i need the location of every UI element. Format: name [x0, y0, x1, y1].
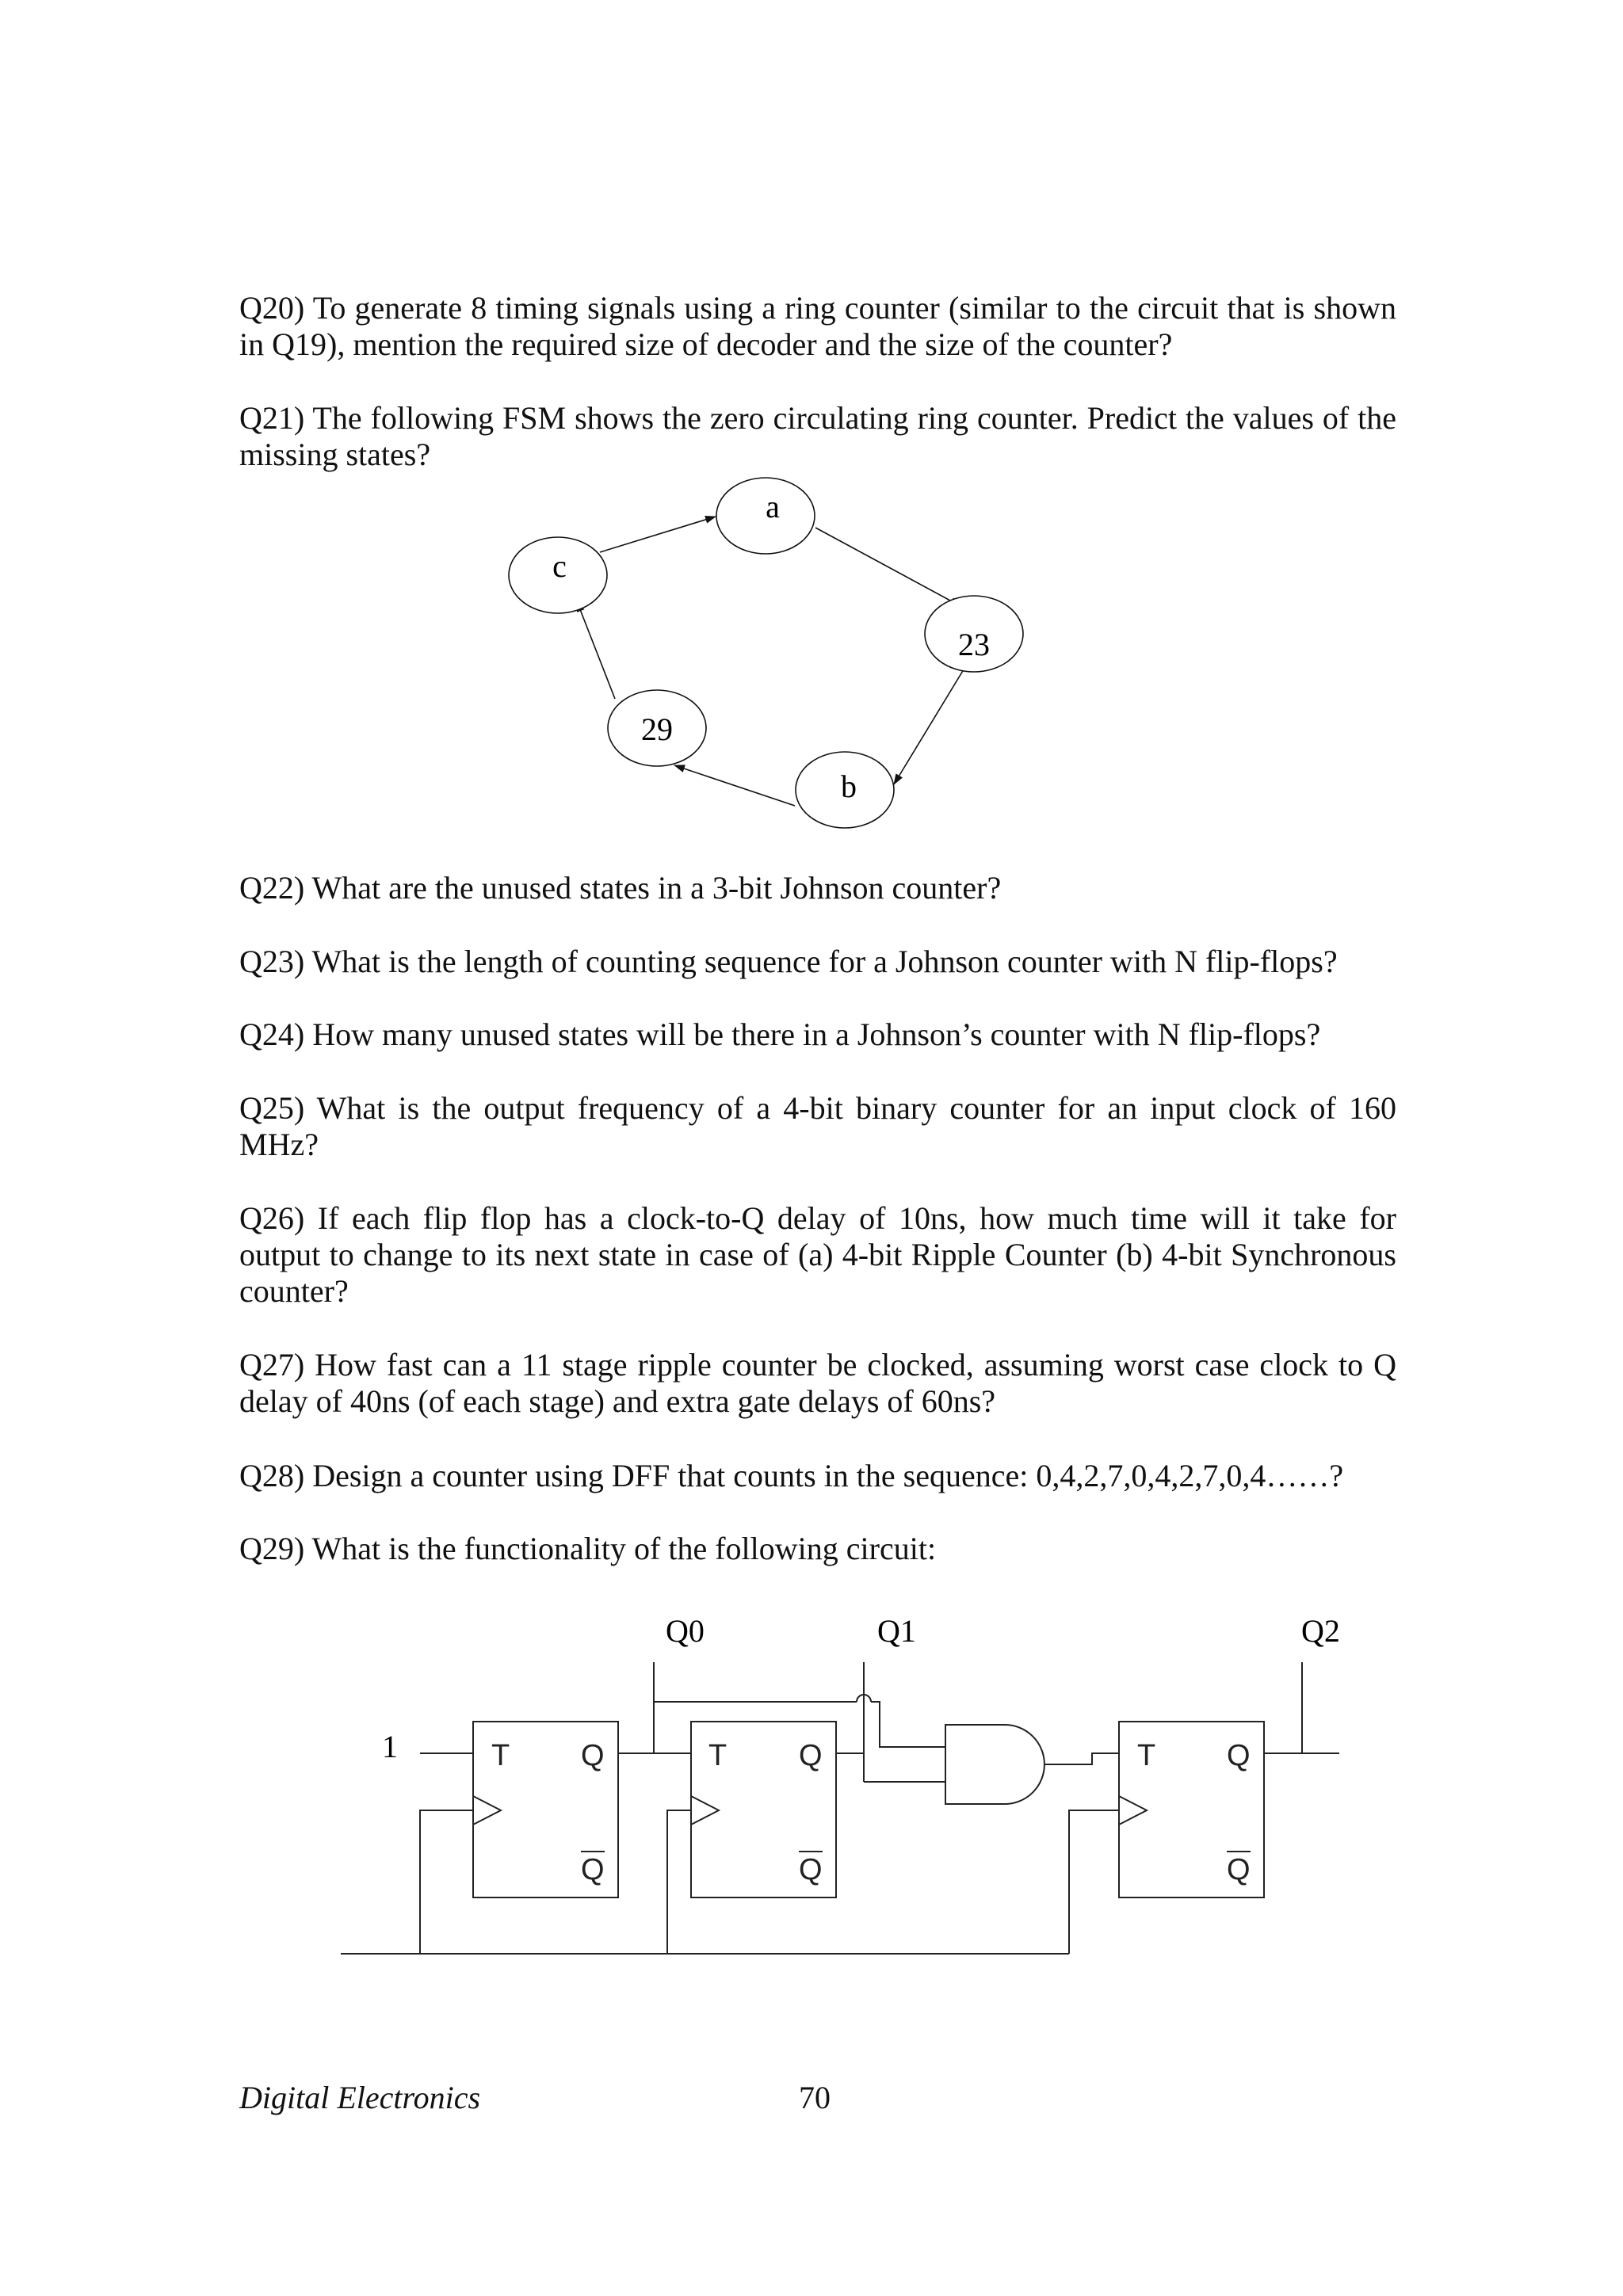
question-q26: Q26) If each flip flop has a clock-to-Q delay of 10ns, how much time will it take for output to change to its next state in case of (a) 4-bit Ripple Counter (b) 4-bit Synchronous counter? [239, 1200, 1396, 1309]
tff-0-t-label: T [491, 1739, 510, 1772]
clock-to-tff1 [667, 1810, 691, 1954]
question-q21: Q21) The following FSM shows the zero circulating ring counter. Predict the values of the missing states? [239, 400, 1396, 472]
tff-1-clock [691, 1796, 719, 1825]
question-q28: Q28) Design a counter using DFF that counts in the sequence: 0,4,2,7,0,4,2,7,0,4……? [239, 1458, 1344, 1493]
fsm-state-23-label: 23 [958, 627, 990, 662]
q2-label: Q2 [1301, 1613, 1340, 1649]
and-gate [945, 1725, 1044, 1804]
question-q24: Q24) How many unused states will be there in a Johnson’s counter with N flip-flops? [239, 1016, 1321, 1052]
clock-to-tff0 [420, 1810, 473, 1954]
footer-page-number: 70 [799, 2080, 831, 2115]
q1-label: Q1 [877, 1613, 916, 1649]
tff-0-clock [473, 1796, 501, 1825]
q0-label: Q0 [666, 1613, 705, 1649]
q0-to-and-wire-2 [871, 1702, 945, 1747]
tff-1-qbar-label: Q [799, 1853, 823, 1886]
fsm-state-c-label: c [552, 548, 567, 584]
tff-0-q-label: Q [581, 1739, 605, 1772]
tff-2-t-label: T [1137, 1739, 1156, 1772]
question-q27: Q27) How fast can a 11 stage ripple counter be clocked, assuming worst case clock to Q delay of 40ns (of each stage) and extra gate delays of 60ns? [239, 1347, 1396, 1419]
tff-2-q-label: Q [1227, 1739, 1251, 1772]
question-q23: Q23) What is the length of counting sequence for a Johnson counter with N flip-flops? [239, 944, 1338, 979]
fsm-state-a-label: a [766, 489, 780, 524]
question-q29: Q29) What is the functionality of the following circuit: [239, 1531, 937, 1566]
tff-1-t-label: T [708, 1739, 727, 1772]
tff-1-q-label: Q [799, 1739, 823, 1772]
question-q25: Q25) What is the output frequency of a 4-bit binary counter for an input clock of 160 MHz? [239, 1090, 1396, 1162]
fsm-state-29-label: 29 [641, 711, 673, 747]
fsm-state-b-label: b [841, 769, 857, 804]
question-q20: Q20) To generate 8 timing signals using a ring counter (similar to the circuit that is shown in Q19), mention the required size of decoder and the size of the counter? [239, 290, 1396, 362]
clock-to-tff2 [1069, 1810, 1119, 1954]
question-q22: Q22) What are the unused states in a 3-bit Johnson counter? [239, 870, 1002, 906]
tff-0-qbar-label: Q [581, 1853, 605, 1886]
footer-book-title: Digital Electronics [239, 2080, 481, 2115]
tff-2-clock [1119, 1796, 1147, 1825]
input-label: 1 [382, 1729, 398, 1764]
and-to-tff2-wire [1044, 1753, 1119, 1764]
tff-2-qbar-label: Q [1227, 1853, 1251, 1886]
